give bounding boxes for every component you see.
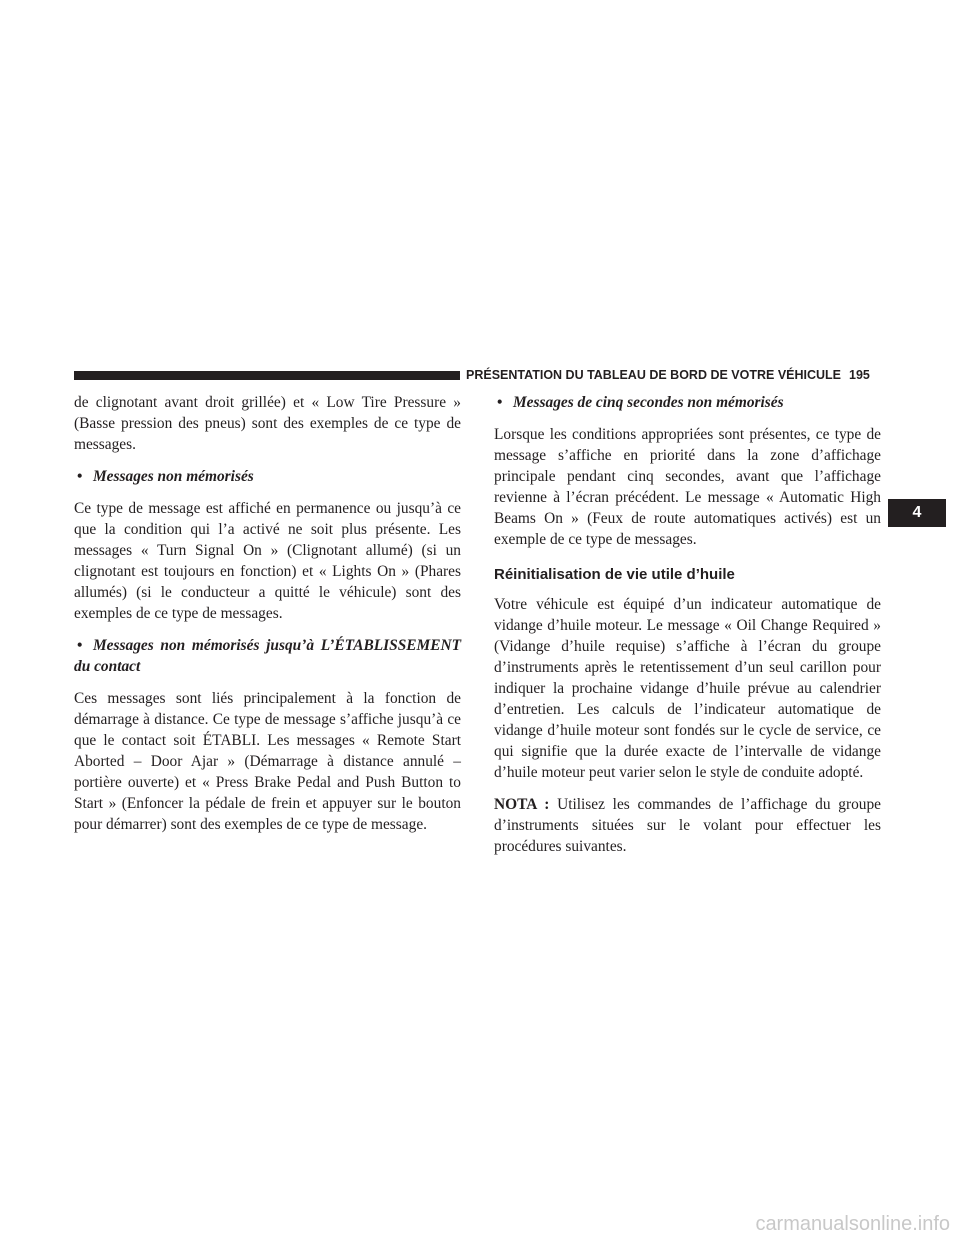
page-number: 195 [849, 368, 870, 382]
paragraph: Ces messages sont liés principalement à la fonction de démarrage à distance. Ce type de message s’affiche jusqu’à ce que le contact soit ÉTABLI. Les messages « Remote Start Aborted – Door Ajar » (Démarrage à distance annulé – portière ouverte) et « Press Brake Pedal and Push Button to Start » (Enfoncer la pédale de frein et appuyer sur le bouton pour démarrer) sont des exemples de ce type de message. [74, 690, 461, 833]
section-title: PRÉSENTATION DU TABLEAU DE BORD DE VOTRE VÉHICULE [466, 368, 842, 382]
chapter-tab: 4 [888, 499, 946, 527]
paragraph: Ce type de message est affiché en permanence ou jusqu’à ce que la condition qui l’a activé ne soit plus présente. Les messages « Turn Signal On » (Clignotant allumé) (si un clignotant est toujours en fonction) et « Lights On » (Phares allumés) (si le conducteur a quitté le véhicule) sont des exemples de ce type de messages. [74, 500, 461, 622]
bullet-icon: • [77, 637, 83, 654]
paragraph: Votre véhicule est équipé d’un indicateur automatique de vidange d’huile moteur. Le message « Oil Change Required » (Vidange d’huile requise) s’affiche à l’écran du groupe d’instruments après le retentissement d’un seul carillon pour indiquer la prochaine vidange d’huile prévue au calendrier d’entretien. Les calculs de l’indicateur automatique de vidange d’huile moteur sont fondés sur le cycle de service, ce qui signifie que la durée exacte de l’intervalle de vidange d’huile moteur peut varier selon le style de conduite adopté. [494, 596, 881, 781]
running-header [466, 366, 886, 384]
section-heading: Réinitialisation de vie utile d’huile [494, 566, 735, 583]
bullet-icon: • [77, 468, 83, 485]
bullet-icon: • [497, 394, 503, 411]
bullet-text: Messages non mémorisés jusqu’à L’ÉTABLISSEMENT du contact [74, 637, 461, 675]
bullet-heading [74, 635, 461, 677]
paragraph: de clignotant avant droit grillée) et « Low Tire Pressure » (Basse pression des pneus) sont des exemples de ce type de messages. [74, 394, 461, 453]
note-paragraph [494, 794, 881, 857]
header-rule [74, 371, 460, 380]
watermark: carmanualsonline.info [755, 1213, 950, 1235]
paragraph: Lorsque les conditions appropriées sont présentes, ce type de message s’affiche en priorité dans la zone d’affichage principale pendant cinq secondes, avant que l’affichage revienne à l’écran précédent. Le message « Automatic High Beams On » (Feux de route automatiques activés) est un exemple de ce type de messages. [494, 426, 881, 548]
bullet-text: Messages de cinq secondes non mémorisés [513, 394, 784, 411]
bullet-heading [494, 392, 881, 413]
note-label: NOTA : [494, 796, 550, 813]
note-text: Utilisez les commandes de l’affichage du groupe d’instruments situées sur le volant pour effectuer les procédures suivantes. [494, 796, 881, 855]
bullet-text: Messages non mémorisés [93, 468, 254, 485]
right-column [494, 392, 881, 868]
left-column [74, 392, 461, 846]
bullet-heading [74, 466, 461, 487]
